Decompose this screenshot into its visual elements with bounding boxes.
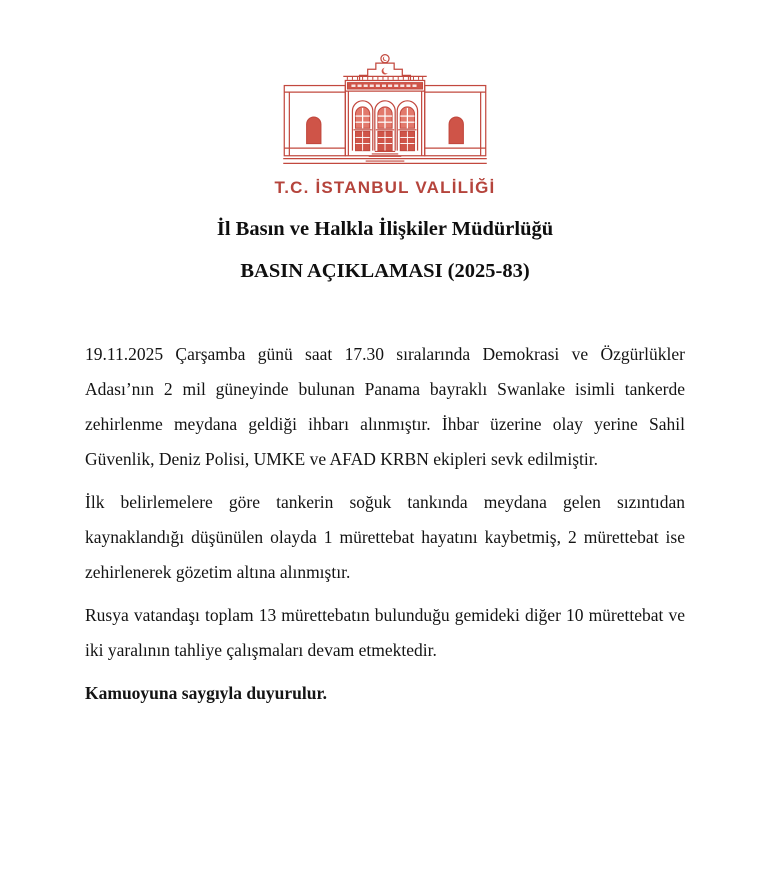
paragraph-evacuation: Rusya vatandaşı toplam 13 mürettebatın bulunduğu gemideki diğer 10 mürettebat ve iki yaralının tahliye çalışmaları devam etmektedir. xyxy=(85,605,685,660)
closing-statement: Kamuoyuna saygıyla duyurulur. xyxy=(85,683,328,703)
logo-block xyxy=(0,0,770,198)
paragraph-incident: 19.11.2025 Çarşamba günü saat 17.30 sıralarında Demokrasi ve Özgürlükler Adası’nın 2 mil güneyinde bulunan Panama bayraklı Swanlake isimli tankerde zehirlenme meydana geldiği ihbarı alınmıştır. İhbar üzerine olay yerine Sahil Güvenlik, Deniz Polisi, UMKE ve AFAD KRBN ekipleri sevk edilmiştir. xyxy=(85,344,685,469)
government-building-logo-icon xyxy=(278,54,492,170)
press-release-title: BASIN AÇIKLAMASI (2025-83) xyxy=(240,260,530,282)
paragraph-casualties: İlk belirlemelere göre tankerin soğuk tankında meydana gelen sızıntıdan kaynaklandığı düşünülen olayda 1 mürettebat hayatını kaybetmiş, 2 mürettebat ise zehirlenerek gözetim altına alınmıştır. xyxy=(85,492,685,582)
logo-caption: T.C. İSTANBUL VALİLİĞİ xyxy=(274,178,496,197)
department-heading: İl Basın ve Halkla İlişkiler Müdürlüğü xyxy=(216,218,554,240)
press-release-body xyxy=(85,337,685,711)
